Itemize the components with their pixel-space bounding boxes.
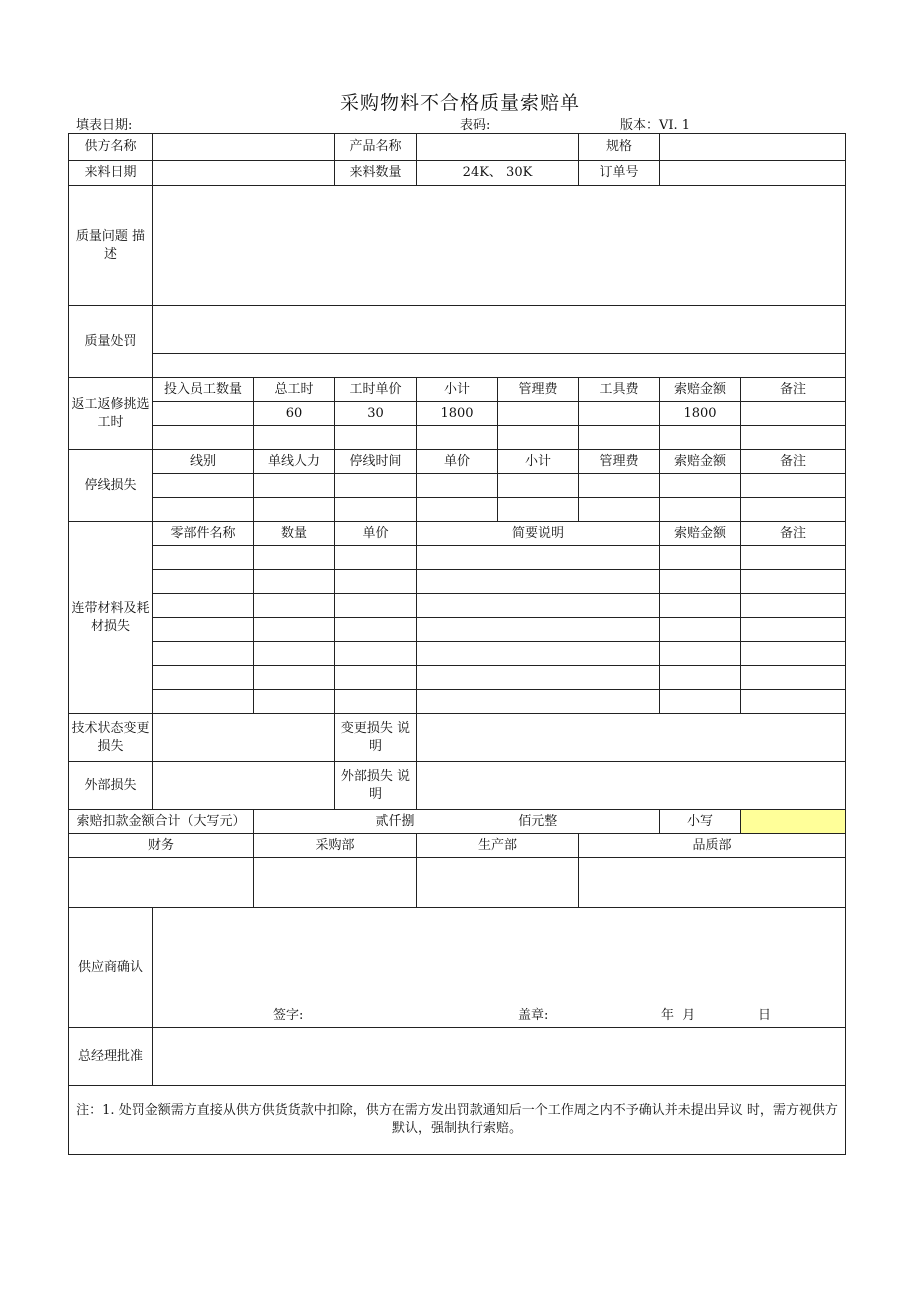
external-row: [69, 762, 846, 810]
rework-cell[interactable]: [498, 426, 579, 450]
line-stop-cell[interactable]: [741, 474, 846, 498]
tech-change-row: [69, 714, 846, 762]
rework-cell[interactable]: [660, 426, 741, 450]
materials-row: [69, 642, 846, 666]
materials-header: 数量: [254, 522, 335, 546]
fill-date-label: 填表日期:: [76, 118, 133, 133]
version-label: 版本：VI. 1: [620, 118, 691, 133]
rework-cell[interactable]: [153, 402, 254, 426]
external-label: 外部损失: [69, 762, 153, 810]
materials-header: 备注: [741, 522, 846, 546]
gm-approval-field[interactable]: [153, 1028, 846, 1086]
materials-cell[interactable]: [335, 642, 417, 666]
rework-cell[interactable]: [335, 426, 417, 450]
arrival-qty-field[interactable]: 24K、 30K: [417, 161, 579, 186]
departments-header-row: [69, 834, 846, 858]
materials-cell[interactable]: [254, 690, 335, 714]
line-stop-cell[interactable]: [579, 498, 660, 522]
materials-cell[interactable]: [335, 546, 417, 570]
dept-purchasing-label: 采购部: [254, 834, 417, 858]
line-stop-header: 单线人力: [254, 450, 335, 474]
rework-cell[interactable]: [254, 426, 335, 450]
materials-row: [69, 546, 846, 570]
line-stop-header: 索赔金额: [660, 450, 741, 474]
materials-row: [69, 666, 846, 690]
spec-field[interactable]: [660, 134, 846, 161]
small-amount-label: 小写: [660, 810, 741, 834]
total-words-part2: 佰元整: [417, 810, 660, 834]
line-stop-header: 线别: [153, 450, 254, 474]
materials-cell[interactable]: [741, 666, 846, 690]
materials-cell[interactable]: [741, 594, 846, 618]
materials-cell[interactable]: [660, 618, 741, 642]
materials-cell[interactable]: [741, 618, 846, 642]
quality-penalty-label: 质量处罚: [69, 306, 153, 378]
materials-cell[interactable]: [417, 642, 660, 666]
rework-cell[interactable]: [741, 402, 846, 426]
line-stop-cell[interactable]: [254, 474, 335, 498]
materials-cell[interactable]: [153, 546, 254, 570]
rework-header: 投入员工数量: [153, 378, 254, 402]
materials-cell[interactable]: [254, 666, 335, 690]
rework-cell[interactable]: [579, 402, 660, 426]
rework-header: 工具费: [579, 378, 660, 402]
note-row: [69, 1086, 846, 1155]
materials-cell[interactable]: [153, 666, 254, 690]
line-stop-header: 停线时间: [335, 450, 417, 474]
line-stop-cell[interactable]: [660, 474, 741, 498]
quality-issue-label: 质量问题 描述: [69, 186, 153, 306]
materials-cell[interactable]: [335, 690, 417, 714]
materials-cell[interactable]: [741, 690, 846, 714]
materials-header: 索赔金额: [660, 522, 741, 546]
materials-cell[interactable]: [254, 618, 335, 642]
supplier-confirm-label: 供应商确认: [69, 908, 153, 1028]
materials-header: 单价: [335, 522, 417, 546]
gm-approval-label: 总经理批准: [69, 1028, 153, 1086]
dept-finance-sign[interactable]: [69, 858, 254, 908]
materials-cell[interactable]: [153, 594, 254, 618]
line-stop-cell[interactable]: [660, 498, 741, 522]
materials-header: 简要说明: [417, 522, 660, 546]
seal-label: 盖章:: [518, 1008, 549, 1023]
rework-row: [69, 402, 846, 426]
materials-cell[interactable]: [417, 666, 660, 690]
arrival-row: [69, 161, 846, 186]
materials-cell[interactable]: [335, 618, 417, 642]
dept-purchasing-sign[interactable]: [254, 858, 417, 908]
materials-cell[interactable]: [417, 690, 660, 714]
materials-cell[interactable]: [660, 666, 741, 690]
spec-label: 规格: [579, 134, 660, 161]
supplier-confirm-row: [69, 908, 846, 1028]
line-stop-cell[interactable]: [417, 474, 498, 498]
rework-cell[interactable]: 1800: [417, 402, 498, 426]
materials-cell[interactable]: [153, 642, 254, 666]
form-code-label: 表码:: [460, 118, 491, 133]
materials-cell[interactable]: [660, 690, 741, 714]
small-amount-field[interactable]: [741, 810, 846, 834]
line-stop-cell[interactable]: [335, 498, 417, 522]
materials-cell[interactable]: [660, 642, 741, 666]
rework-cell[interactable]: [498, 402, 579, 426]
quality-penalty-field[interactable]: [153, 306, 846, 354]
materials-cell[interactable]: [254, 546, 335, 570]
line-stop-cell[interactable]: [153, 474, 254, 498]
rework-cell[interactable]: [153, 426, 254, 450]
rework-header-row: [69, 378, 846, 402]
materials-cell[interactable]: [254, 570, 335, 594]
materials-cell[interactable]: [153, 690, 254, 714]
materials-cell[interactable]: [153, 618, 254, 642]
dept-production-sign[interactable]: [417, 858, 579, 908]
rework-header: 小计: [417, 378, 498, 402]
supplier-name-label: 供方名称: [69, 134, 153, 161]
rework-cell[interactable]: 1800: [660, 402, 741, 426]
quality-penalty-field-2[interactable]: [153, 354, 846, 378]
line-stop-cell[interactable]: [254, 498, 335, 522]
line-stop-label: 停线损失: [69, 450, 153, 522]
rework-header: 管理费: [498, 378, 579, 402]
day-label: 日: [758, 1008, 772, 1023]
tech-change-field[interactable]: [153, 714, 335, 762]
rework-cell[interactable]: [741, 426, 846, 450]
materials-cell[interactable]: [660, 546, 741, 570]
quality-issue-row: [69, 186, 846, 306]
arrival-date-label: 来料日期: [69, 161, 153, 186]
product-name-label: 产品名称: [335, 134, 417, 161]
product-name-field[interactable]: [417, 134, 579, 161]
line-stop-header: 小计: [498, 450, 579, 474]
line-stop-cell[interactable]: [741, 498, 846, 522]
line-stop-cell[interactable]: [335, 474, 417, 498]
supplier-row: [69, 134, 846, 161]
external-desc-field[interactable]: [417, 762, 846, 810]
line-stop-cell[interactable]: [498, 498, 579, 522]
order-no-field[interactable]: [660, 161, 846, 186]
supplier-confirm-field[interactable]: [153, 908, 846, 1028]
line-stop-header-row: [69, 450, 846, 474]
materials-cell[interactable]: [741, 642, 846, 666]
materials-cell[interactable]: [417, 594, 660, 618]
quality-penalty-row-2: [69, 354, 846, 378]
rework-cell[interactable]: 60: [254, 402, 335, 426]
materials-cell[interactable]: [741, 570, 846, 594]
materials-row: [69, 618, 846, 642]
tech-change-desc-field[interactable]: [417, 714, 846, 762]
line-stop-row: [69, 474, 846, 498]
materials-header: 零部件名称: [153, 522, 254, 546]
rework-header: 总工时: [254, 378, 335, 402]
dept-production-label: 生产部: [417, 834, 579, 858]
sign-label: 签字:: [273, 1008, 304, 1023]
materials-row: [69, 690, 846, 714]
line-stop-cell[interactable]: [579, 474, 660, 498]
tech-change-desc-label: 变更损失 说明: [335, 714, 417, 762]
total-words-part1: 贰仟捌: [254, 810, 417, 834]
materials-cell[interactable]: [254, 594, 335, 618]
materials-cell[interactable]: [335, 666, 417, 690]
order-no-label: 订单号: [579, 161, 660, 186]
claim-form-table: [68, 133, 846, 1155]
line-stop-row: [69, 498, 846, 522]
line-stop-header: 单价: [417, 450, 498, 474]
departments-sign-row: [69, 858, 846, 908]
dept-quality-sign[interactable]: [579, 858, 846, 908]
materials-cell[interactable]: [335, 570, 417, 594]
quality-penalty-row: [69, 306, 846, 354]
rework-header: 备注: [741, 378, 846, 402]
line-stop-cell[interactable]: [417, 498, 498, 522]
line-stop-header: 备注: [741, 450, 846, 474]
dept-quality-label: 品质部: [579, 834, 846, 858]
materials-header-row: [69, 522, 846, 546]
arrival-qty-label: 来料数量: [335, 161, 417, 186]
materials-cell[interactable]: [335, 594, 417, 618]
rework-header: 索赔金额: [660, 378, 741, 402]
materials-row: [69, 594, 846, 618]
rework-cell[interactable]: [579, 426, 660, 450]
arrival-date-field[interactable]: [153, 161, 335, 186]
rework-row: [69, 426, 846, 450]
line-stop-header: 管理费: [579, 450, 660, 474]
rework-cell[interactable]: 30: [335, 402, 417, 426]
materials-label: 连带材料及耗材损失: [69, 522, 153, 714]
line-stop-cell[interactable]: [498, 474, 579, 498]
materials-cell[interactable]: [254, 642, 335, 666]
gm-approval-row: [69, 1028, 846, 1086]
line-stop-cell[interactable]: [153, 498, 254, 522]
materials-cell[interactable]: [417, 546, 660, 570]
materials-cell[interactable]: [417, 570, 660, 594]
rework-header: 工时单价: [335, 378, 417, 402]
materials-row: [69, 570, 846, 594]
materials-cell[interactable]: [660, 594, 741, 618]
supplier-name-field[interactable]: [153, 134, 335, 161]
materials-cell[interactable]: [153, 570, 254, 594]
materials-cell[interactable]: [660, 570, 741, 594]
total-label: 索赔扣款金额合计（大写元）: [69, 810, 254, 834]
materials-cell[interactable]: [417, 618, 660, 642]
external-desc-label: 外部损失 说明: [335, 762, 417, 810]
dept-finance-label: 财务: [69, 834, 254, 858]
year-month-label: 年 月: [661, 1008, 696, 1023]
quality-issue-field[interactable]: [153, 186, 846, 306]
rework-cell[interactable]: [417, 426, 498, 450]
note-text: 注：1. 处罚金额需方直接从供方供货货款中扣除，供方在需方发出罚款通知后一个工作周之内不予确认并未提出异议 时，需方视供方默认，强制执行索赔。: [69, 1086, 846, 1155]
external-field[interactable]: [153, 762, 335, 810]
rework-label: 返工返修挑选工时: [69, 378, 153, 450]
tech-change-label: 技术状态变更损失: [69, 714, 153, 762]
materials-cell[interactable]: [741, 546, 846, 570]
total-row: [69, 810, 846, 834]
form-title: 采购物料不合格质量索赔单: [339, 92, 580, 114]
